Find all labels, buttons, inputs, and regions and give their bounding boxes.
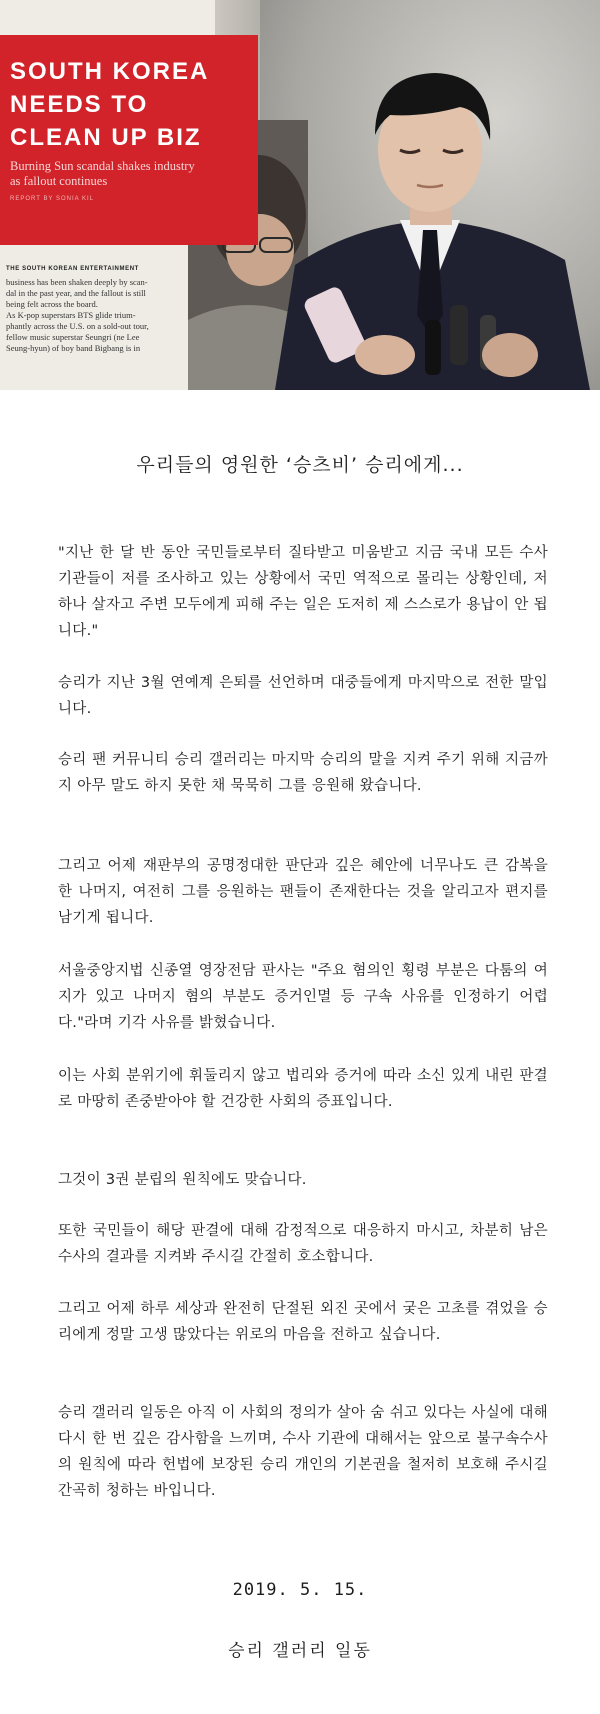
magazine-photo	[0, 0, 600, 390]
magazine-byline: REPORT BY SONIA KIL	[10, 196, 95, 202]
main-person-figure	[265, 55, 600, 390]
letter-paragraph-2: 승리가 지난 3월 연예계 은퇴를 선언하며 대중들에게 마지막으로 전한 말입니다.	[58, 675, 548, 717]
letter-title: 우리들의 영원한 ‘승츠비’ 승리에게...	[136, 454, 464, 476]
letter-date: 2019. 5. 15.	[232, 1580, 368, 1600]
article-text: business has been shaken deeply by scan- dal in the past year, and the fallout is still being felt across the board. As K-pop superstars BTS glide trium- phantly across the U.S. on a sold-out tour, fellow music superstar Seungri (ne Lee Seung-hyun) of boy band Bigbang is in	[6, 277, 149, 353]
magazine-deck: Burning Sun scandal shakes industry as fallout continues	[10, 159, 195, 188]
letter-paragraph-3: 승리 팬 커뮤니티 승리 갤러리는 마지막 승리의 말을 지켜 주기 위해 지금까지 아무 말도 하지 못한 채 묵묵히 그를 응원해 왔습니다.	[58, 752, 548, 794]
letter-signature: 승리 갤러리 일동	[228, 1641, 372, 1661]
article-kicker: THE SOUTH KOREAN ENTERTAINMENT	[6, 266, 139, 272]
letter-paragraph-9: 그리고 어제 하루 세상과 완전히 단절된 외진 곳에서 궂은 고초를 겪었을 승리에게 정말 고생 많았다는 위로의 마음을 전하고 싶습니다.	[58, 1301, 548, 1343]
letter-paragraph-10: 승리 갤러리 일동은 아직 이 사회의 정의가 살아 숨 쉬고 있다는 사실에 대해 다시 한 번 깊은 감사함을 느끼며, 수사 기관에 대해서는 앞으로 불구속수사의 원칙에 따라 헌법에 보장된 승리 개인의 기본권을 철저히 보호해 주시길 간곡히 청하는 바입니다.	[58, 1405, 548, 1499]
letter-paragraph-8: 또한 국민들이 해당 판결에 대해 감정적으로 대응하지 마시고, 차분히 남은 수사의 결과를 지켜봐 주시길 간절히 호소합니다.	[58, 1223, 548, 1265]
letter-paragraph-5: 서울중앙지법 신종열 영장전담 판사는 "주요 혐의인 횡령 부분은 다툼의 여지가 있고 나머지 혐의 부분도 증거인멸 등 구속 사유를 인정하기 어렵다."라며 기각 사유를 밝혔습니다.	[58, 963, 548, 1031]
letter-paragraph-7: 그것이 3권 분립의 원칙에도 맞습니다.	[58, 1172, 307, 1188]
letter-paragraph-6: 이는 사회 분위기에 휘둘리지 않고 법리와 증거에 따라 소신 있게 내린 판결로 마땅히 존중받아야 할 건강한 사회의 증표입니다.	[58, 1068, 548, 1110]
letter-paragraph-1: "지난 한 달 반 동안 국민들로부터 질타받고 미움받고 지금 국내 모든 수사 기관들이 저를 조사하고 있는 상황에서 국민 역적으로 몰리는 상황인데, 저 하나 살자고 주변 모두에게 피해 주는 일은 도저히 제 스스로가 용납이 안 됩니다."	[58, 545, 548, 639]
magazine-headline: SOUTH KOREA NEEDS TO CLEAN UP BIZ	[10, 58, 210, 151]
letter-paragraph-4: 그리고 어제 재판부의 공명정대한 판단과 깊은 혜안에 너무나도 큰 감복을 한 나머지, 여전히 그를 응원하는 팬들이 존재한다는 것을 알리고자 편지를 남기게 됩니다.	[58, 858, 548, 926]
